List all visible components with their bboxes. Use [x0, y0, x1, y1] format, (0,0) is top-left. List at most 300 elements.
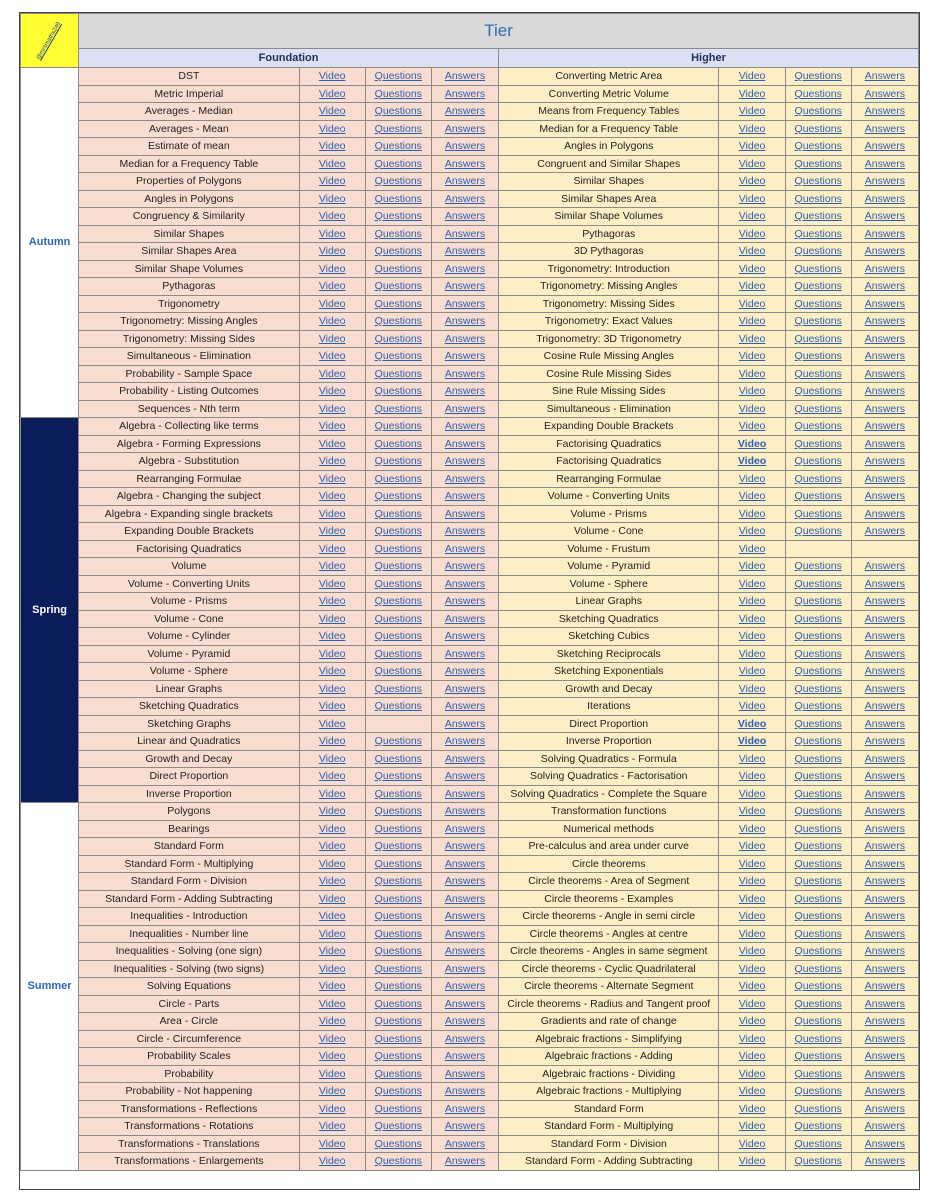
higher-video-link[interactable]: Video [738, 105, 766, 117]
higher-answers-link[interactable]: Answers [864, 822, 906, 835]
foundation-video-link[interactable]: Video [318, 857, 346, 870]
higher-questions-link[interactable]: Questions [794, 997, 842, 1010]
foundation-questions-link[interactable]: Questions [374, 1085, 422, 1097]
foundation-answers-link[interactable]: Answers [444, 1085, 486, 1097]
foundation-answers-link[interactable]: Answers [444, 315, 486, 327]
higher-questions-link[interactable]: Questions [794, 262, 842, 275]
higher-answers-link[interactable]: Answers [864, 665, 906, 677]
higher-questions-link[interactable]: Questions [794, 245, 842, 257]
higher-video-link[interactable]: Video [738, 700, 766, 712]
foundation-video-link[interactable]: Video [318, 1085, 346, 1097]
higher-video-link[interactable]: Video [738, 87, 766, 100]
foundation-video-link[interactable]: Video [318, 490, 346, 502]
foundation-answers-link[interactable]: Answers [444, 735, 486, 747]
higher-questions-link[interactable]: Questions [794, 490, 842, 502]
higher-video-link[interactable]: Video [738, 297, 766, 310]
higher-video-link[interactable]: Video [738, 525, 766, 537]
higher-video-link[interactable]: Video [738, 840, 766, 852]
foundation-answers-link[interactable]: Answers [444, 1032, 486, 1045]
foundation-video-link[interactable]: Video [318, 1032, 346, 1045]
higher-questions-link[interactable]: Questions [794, 700, 842, 712]
higher-video-link[interactable]: Video [738, 122, 766, 135]
higher-questions-link[interactable]: Questions [794, 560, 842, 572]
higher-answers-link[interactable]: Answers [864, 1120, 906, 1132]
higher-questions-link[interactable]: Questions [794, 315, 842, 327]
higher-video-link[interactable]: Video [738, 542, 766, 555]
higher-answers-link[interactable]: Answers [864, 1067, 906, 1080]
foundation-answers-link[interactable]: Answers [444, 140, 486, 152]
higher-video-link[interactable]: Video [738, 910, 766, 922]
foundation-questions-link[interactable]: Questions [374, 507, 422, 520]
foundation-questions-link[interactable]: Questions [374, 1067, 422, 1080]
higher-answers-link[interactable]: Answers [864, 87, 906, 100]
foundation-questions-link[interactable]: Questions [374, 927, 422, 940]
higher-answers-link[interactable]: Answers [864, 875, 906, 887]
higher-answers-link[interactable]: Answers [864, 647, 906, 660]
higher-video-link[interactable]: Video [738, 822, 766, 835]
foundation-questions-link[interactable]: Questions [374, 70, 422, 82]
higher-answers-link[interactable]: Answers [864, 700, 906, 712]
foundation-answers-link[interactable]: Answers [444, 1137, 486, 1150]
higher-answers-link[interactable]: Answers [864, 595, 906, 607]
higher-video-link[interactable]: Video [738, 157, 766, 170]
foundation-video-link[interactable]: Video [318, 630, 346, 642]
higher-answers-link[interactable]: Answers [864, 472, 906, 485]
foundation-video-link[interactable]: Video [318, 245, 346, 257]
foundation-questions-link[interactable]: Questions [374, 122, 422, 135]
foundation-video-link[interactable]: Video [318, 437, 346, 450]
foundation-answers-link[interactable]: Answers [444, 472, 486, 485]
higher-video-link[interactable]: Video [737, 735, 767, 747]
foundation-questions-link[interactable]: Questions [374, 560, 422, 572]
foundation-answers-link[interactable]: Answers [444, 490, 486, 502]
foundation-questions-link[interactable]: Questions [374, 665, 422, 677]
foundation-questions-link[interactable]: Questions [374, 1050, 422, 1062]
higher-questions-link[interactable]: Questions [794, 857, 842, 870]
higher-questions-link[interactable]: Questions [794, 822, 842, 835]
higher-questions-link[interactable]: Questions [794, 332, 842, 345]
foundation-answers-link[interactable]: Answers [444, 752, 486, 765]
higher-answers-link[interactable]: Answers [864, 770, 906, 782]
foundation-answers-link[interactable]: Answers [444, 595, 486, 607]
foundation-video-link[interactable]: Video [318, 1050, 346, 1062]
higher-questions-link[interactable]: Questions [794, 612, 842, 625]
higher-answers-link[interactable]: Answers [864, 280, 906, 292]
higher-video-link[interactable]: Video [738, 332, 766, 345]
higher-questions-link[interactable]: Questions [794, 945, 842, 957]
foundation-video-link[interactable]: Video [318, 280, 346, 292]
higher-answers-link[interactable]: Answers [864, 350, 906, 362]
foundation-answers-link[interactable]: Answers [444, 945, 486, 957]
foundation-questions-link[interactable]: Questions [374, 752, 422, 765]
foundation-questions-link[interactable]: Questions [374, 385, 422, 397]
higher-questions-link[interactable]: Questions [794, 105, 842, 117]
higher-answers-link[interactable]: Answers [864, 1102, 906, 1115]
higher-answers-link[interactable]: Answers [864, 367, 906, 380]
foundation-video-link[interactable]: Video [318, 647, 346, 660]
higher-answers-link[interactable]: Answers [864, 1155, 906, 1167]
foundation-answers-link[interactable]: Answers [444, 822, 486, 835]
foundation-answers-link[interactable]: Answers [444, 210, 486, 222]
foundation-video-link[interactable]: Video [318, 227, 346, 240]
foundation-video-link[interactable]: Video [318, 1120, 346, 1132]
higher-video-link[interactable]: Video [738, 560, 766, 572]
higher-questions-link[interactable]: Questions [794, 192, 842, 205]
foundation-video-link[interactable]: Video [318, 122, 346, 135]
foundation-video-link[interactable]: Video [318, 665, 346, 677]
foundation-answers-link[interactable]: Answers [444, 437, 486, 450]
higher-answers-link[interactable]: Answers [864, 490, 906, 502]
higher-questions-link[interactable]: Questions [794, 962, 842, 975]
higher-answers-link[interactable]: Answers [864, 910, 906, 922]
higher-answers-link[interactable]: Answers [864, 297, 906, 310]
foundation-video-link[interactable]: Video [318, 507, 346, 520]
higher-questions-link[interactable]: Questions [794, 770, 842, 782]
foundation-answers-link[interactable]: Answers [444, 962, 486, 975]
higher-video-link[interactable]: Video [738, 1067, 766, 1080]
higher-questions-link[interactable]: Questions [794, 1085, 842, 1097]
foundation-answers-link[interactable]: Answers [444, 1120, 486, 1132]
foundation-answers-link[interactable]: Answers [444, 1102, 486, 1115]
higher-video-link[interactable]: Video [737, 455, 767, 467]
foundation-answers-link[interactable]: Answers [444, 840, 486, 852]
higher-answers-link[interactable]: Answers [864, 945, 906, 957]
higher-video-link[interactable]: Video [738, 805, 766, 817]
higher-video-link[interactable]: Video [738, 1155, 766, 1167]
higher-questions-link[interactable]: Questions [794, 1067, 842, 1080]
foundation-questions-link[interactable]: Questions [374, 332, 422, 345]
higher-video-link[interactable]: Video [738, 1137, 766, 1150]
higher-video-link[interactable]: Video [738, 927, 766, 940]
foundation-video-link[interactable]: Video [318, 332, 346, 345]
higher-video-link[interactable]: Video [738, 962, 766, 975]
higher-questions-link[interactable]: Questions [794, 525, 842, 537]
higher-questions-link[interactable]: Questions [794, 1155, 842, 1167]
foundation-answers-link[interactable]: Answers [444, 157, 486, 170]
higher-questions-link[interactable]: Questions [794, 297, 842, 310]
foundation-questions-link[interactable]: Questions [374, 472, 422, 485]
foundation-answers-link[interactable]: Answers [444, 1067, 486, 1080]
higher-answers-link[interactable]: Answers [864, 262, 906, 275]
higher-questions-link[interactable]: Questions [794, 840, 842, 852]
higher-video-link[interactable]: Video [738, 945, 766, 957]
higher-questions-link[interactable]: Questions [794, 787, 842, 800]
foundation-answers-link[interactable]: Answers [444, 280, 486, 292]
foundation-answers-link[interactable]: Answers [444, 192, 486, 205]
foundation-video-link[interactable]: Video [318, 962, 346, 975]
higher-answers-link[interactable]: Answers [864, 752, 906, 765]
higher-video-link[interactable]: Video [738, 1050, 766, 1062]
higher-answers-link[interactable]: Answers [864, 612, 906, 625]
higher-video-link[interactable]: Video [738, 1015, 766, 1027]
higher-answers-link[interactable]: Answers [864, 1015, 906, 1027]
higher-video-link[interactable]: Video [738, 140, 766, 152]
higher-questions-link[interactable]: Questions [794, 455, 842, 467]
foundation-questions-link[interactable]: Questions [374, 227, 422, 240]
foundation-answers-link[interactable]: Answers [444, 980, 486, 992]
higher-video-link[interactable]: Video [738, 1085, 766, 1097]
higher-video-link[interactable]: Video [738, 1102, 766, 1115]
higher-video-link[interactable]: Video [737, 437, 767, 450]
higher-questions-link[interactable]: Questions [794, 805, 842, 817]
higher-video-link[interactable]: Video [738, 262, 766, 275]
higher-answers-link[interactable]: Answers [864, 577, 906, 590]
foundation-video-link[interactable]: Video [318, 472, 346, 485]
foundation-video-link[interactable]: Video [318, 612, 346, 625]
higher-questions-link[interactable]: Questions [794, 735, 842, 747]
foundation-questions-link[interactable]: Questions [374, 822, 422, 835]
foundation-answers-link[interactable]: Answers [444, 245, 486, 257]
foundation-video-link[interactable]: Video [318, 262, 346, 275]
foundation-answers-link[interactable]: Answers [444, 665, 486, 677]
foundation-video-link[interactable]: Video [318, 175, 346, 187]
higher-questions-link[interactable]: Questions [794, 665, 842, 677]
higher-answers-link[interactable]: Answers [864, 787, 906, 800]
foundation-video-link[interactable]: Video [318, 367, 346, 380]
foundation-answers-link[interactable]: Answers [444, 455, 486, 467]
foundation-questions-link[interactable]: Questions [374, 87, 422, 100]
higher-video-link[interactable]: Video [738, 1032, 766, 1045]
higher-questions-link[interactable]: Questions [794, 507, 842, 520]
foundation-answers-link[interactable]: Answers [444, 350, 486, 362]
higher-questions-link[interactable]: Questions [794, 647, 842, 660]
higher-answers-link[interactable]: Answers [864, 1085, 906, 1097]
higher-answers-link[interactable]: Answers [864, 332, 906, 345]
higher-video-link[interactable]: Video [738, 980, 766, 992]
higher-answers-link[interactable]: Answers [864, 192, 906, 205]
higher-questions-link[interactable]: Questions [794, 157, 842, 170]
foundation-questions-link[interactable]: Questions [374, 980, 422, 992]
higher-questions-link[interactable]: Questions [794, 630, 842, 642]
higher-answers-link[interactable]: Answers [864, 245, 906, 257]
foundation-video-link[interactable]: Video [318, 157, 346, 170]
foundation-answers-link[interactable]: Answers [444, 997, 486, 1010]
foundation-answers-link[interactable]: Answers [444, 542, 486, 555]
foundation-questions-link[interactable]: Questions [374, 892, 422, 905]
higher-video-link[interactable]: Video [738, 70, 766, 82]
higher-video-link[interactable]: Video [738, 385, 766, 397]
higher-video-link[interactable]: Video [738, 367, 766, 380]
foundation-answers-link[interactable]: Answers [444, 560, 486, 572]
foundation-questions-link[interactable]: Questions [374, 402, 422, 415]
foundation-answers-link[interactable]: Answers [444, 122, 486, 135]
higher-answers-link[interactable]: Answers [864, 140, 906, 152]
higher-questions-link[interactable]: Questions [794, 892, 842, 905]
foundation-questions-link[interactable]: Questions [374, 595, 422, 607]
foundation-questions-link[interactable]: Questions [374, 735, 422, 747]
foundation-questions-link[interactable]: Questions [374, 455, 422, 467]
foundation-video-link[interactable]: Video [318, 1102, 346, 1115]
foundation-questions-link[interactable]: Questions [374, 1120, 422, 1132]
foundation-video-link[interactable]: Video [318, 1155, 346, 1167]
foundation-video-link[interactable]: Video [318, 805, 346, 817]
higher-questions-link[interactable]: Questions [794, 1102, 842, 1115]
higher-answers-link[interactable]: Answers [864, 227, 906, 240]
foundation-video-link[interactable]: Video [318, 1015, 346, 1027]
foundation-video-link[interactable]: Video [318, 87, 346, 100]
higher-video-link[interactable]: Video [738, 770, 766, 782]
higher-questions-link[interactable]: Questions [794, 402, 842, 415]
foundation-answers-link[interactable]: Answers [444, 770, 486, 782]
higher-video-link[interactable]: Video [738, 420, 766, 432]
higher-answers-link[interactable]: Answers [864, 455, 906, 467]
foundation-answers-link[interactable]: Answers [444, 647, 486, 660]
foundation-questions-link[interactable]: Questions [374, 315, 422, 327]
foundation-answers-link[interactable]: Answers [444, 927, 486, 940]
foundation-answers-link[interactable]: Answers [444, 507, 486, 520]
higher-video-link[interactable]: Video [738, 875, 766, 887]
foundation-video-link[interactable]: Video [318, 752, 346, 765]
foundation-questions-link[interactable]: Questions [374, 262, 422, 275]
higher-answers-link[interactable]: Answers [864, 560, 906, 572]
foundation-video-link[interactable]: Video [318, 192, 346, 205]
foundation-answers-link[interactable]: Answers [444, 70, 486, 82]
higher-answers-link[interactable]: Answers [864, 507, 906, 520]
higher-answers-link[interactable]: Answers [864, 962, 906, 975]
foundation-video-link[interactable]: Video [318, 560, 346, 572]
foundation-video-link[interactable]: Video [318, 840, 346, 852]
foundation-answers-link[interactable]: Answers [444, 87, 486, 100]
foundation-questions-link[interactable]: Questions [374, 577, 422, 590]
foundation-questions-link[interactable]: Questions [374, 1032, 422, 1045]
foundation-video-link[interactable]: Video [318, 875, 346, 887]
higher-answers-link[interactable]: Answers [864, 105, 906, 117]
foundation-video-link[interactable]: Video [318, 892, 346, 905]
higher-answers-link[interactable]: Answers [864, 525, 906, 537]
foundation-video-link[interactable]: Video [318, 385, 346, 397]
higher-questions-link[interactable]: Questions [794, 1032, 842, 1045]
foundation-questions-link[interactable]: Questions [374, 280, 422, 292]
higher-video-link[interactable]: Video [738, 1120, 766, 1132]
foundation-video-link[interactable]: Video [318, 770, 346, 782]
foundation-answers-link[interactable]: Answers [444, 105, 486, 117]
higher-video-link[interactable]: Video [738, 472, 766, 485]
higher-answers-link[interactable]: Answers [864, 840, 906, 852]
higher-questions-link[interactable]: Questions [794, 752, 842, 765]
foundation-questions-link[interactable]: Questions [374, 157, 422, 170]
higher-questions-link[interactable]: Questions [794, 927, 842, 940]
higher-answers-link[interactable]: Answers [864, 805, 906, 817]
foundation-questions-link[interactable]: Questions [374, 630, 422, 642]
foundation-video-link[interactable]: Video [318, 70, 346, 82]
higher-questions-link[interactable]: Questions [794, 875, 842, 887]
higher-questions-link[interactable]: Questions [794, 437, 842, 450]
foundation-video-link[interactable]: Video [318, 997, 346, 1010]
foundation-video-link[interactable]: Video [318, 910, 346, 922]
foundation-video-link[interactable]: Video [318, 525, 346, 537]
higher-answers-link[interactable]: Answers [864, 175, 906, 187]
foundation-questions-link[interactable]: Questions [374, 945, 422, 957]
foundation-video-link[interactable]: Video [318, 210, 346, 222]
higher-answers-link[interactable]: Answers [864, 210, 906, 222]
higher-video-link[interactable]: Video [738, 315, 766, 327]
foundation-questions-link[interactable]: Questions [374, 420, 422, 432]
higher-answers-link[interactable]: Answers [864, 892, 906, 905]
higher-video-link[interactable]: Video [738, 227, 766, 240]
foundation-answers-link[interactable]: Answers [444, 402, 486, 415]
foundation-questions-link[interactable]: Questions [374, 297, 422, 310]
foundation-questions-link[interactable]: Questions [374, 962, 422, 975]
foundation-answers-link[interactable]: Answers [444, 892, 486, 905]
higher-video-link[interactable]: Video [738, 665, 766, 677]
foundation-questions-link[interactable]: Questions [374, 1015, 422, 1027]
higher-answers-link[interactable]: Answers [864, 157, 906, 170]
foundation-questions-link[interactable]: Questions [374, 192, 422, 205]
higher-video-link[interactable]: Video [738, 752, 766, 765]
foundation-questions-link[interactable]: Questions [374, 542, 422, 555]
foundation-questions-link[interactable]: Questions [374, 700, 422, 712]
foundation-answers-link[interactable]: Answers [444, 227, 486, 240]
handle-link[interactable]: @mrsmaths249 [36, 21, 63, 62]
higher-questions-link[interactable]: Questions [794, 1015, 842, 1027]
foundation-answers-link[interactable]: Answers [444, 332, 486, 345]
higher-video-link[interactable]: Video [738, 857, 766, 870]
higher-answers-link[interactable]: Answers [864, 1050, 906, 1062]
higher-answers-link[interactable]: Answers [864, 315, 906, 327]
higher-questions-link[interactable]: Questions [794, 87, 842, 100]
foundation-answers-link[interactable]: Answers [444, 1015, 486, 1027]
foundation-questions-link[interactable]: Questions [374, 105, 422, 117]
foundation-questions-link[interactable]: Questions [374, 490, 422, 502]
higher-questions-link[interactable]: Questions [794, 577, 842, 590]
higher-questions-link[interactable]: Questions [794, 280, 842, 292]
foundation-questions-link[interactable]: Questions [374, 770, 422, 782]
foundation-answers-link[interactable]: Answers [444, 875, 486, 887]
foundation-answers-link[interactable]: Answers [444, 1155, 486, 1167]
foundation-questions-link[interactable]: Questions [374, 840, 422, 852]
higher-answers-link[interactable]: Answers [864, 402, 906, 415]
foundation-questions-link[interactable]: Questions [374, 1155, 422, 1167]
foundation-video-link[interactable]: Video [318, 787, 346, 800]
foundation-video-link[interactable]: Video [318, 402, 346, 415]
foundation-answers-link[interactable]: Answers [444, 577, 486, 590]
higher-questions-link[interactable]: Questions [794, 175, 842, 187]
foundation-answers-link[interactable]: Answers [444, 525, 486, 537]
higher-video-link[interactable]: Video [738, 892, 766, 905]
foundation-video-link[interactable]: Video [318, 105, 346, 117]
foundation-video-link[interactable]: Video [318, 420, 346, 432]
higher-answers-link[interactable]: Answers [864, 122, 906, 135]
higher-video-link[interactable]: Video [738, 647, 766, 660]
foundation-video-link[interactable]: Video [318, 1137, 346, 1150]
foundation-questions-link[interactable]: Questions [374, 245, 422, 257]
higher-questions-link[interactable]: Questions [794, 122, 842, 135]
foundation-questions-link[interactable]: Questions [374, 1102, 422, 1115]
foundation-video-link[interactable]: Video [318, 927, 346, 940]
higher-questions-link[interactable]: Questions [794, 682, 842, 695]
foundation-questions-link[interactable]: Questions [374, 805, 422, 817]
higher-answers-link[interactable]: Answers [864, 1032, 906, 1045]
higher-questions-link[interactable]: Questions [794, 227, 842, 240]
higher-video-link[interactable]: Video [738, 490, 766, 502]
higher-answers-link[interactable]: Answers [864, 735, 906, 747]
higher-questions-link[interactable]: Questions [794, 980, 842, 992]
foundation-answers-link[interactable]: Answers [444, 910, 486, 922]
higher-video-link[interactable]: Video [738, 245, 766, 257]
foundation-answers-link[interactable]: Answers [444, 385, 486, 397]
foundation-questions-link[interactable]: Questions [374, 647, 422, 660]
foundation-questions-link[interactable]: Questions [374, 437, 422, 450]
higher-questions-link[interactable]: Questions [794, 210, 842, 222]
foundation-questions-link[interactable]: Questions [374, 857, 422, 870]
higher-questions-link[interactable]: Questions [794, 717, 842, 730]
higher-answers-link[interactable]: Answers [864, 927, 906, 940]
higher-answers-link[interactable]: Answers [864, 385, 906, 397]
higher-questions-link[interactable]: Questions [794, 595, 842, 607]
higher-video-link[interactable]: Video [738, 402, 766, 415]
foundation-video-link[interactable]: Video [318, 297, 346, 310]
higher-answers-link[interactable]: Answers [864, 437, 906, 450]
